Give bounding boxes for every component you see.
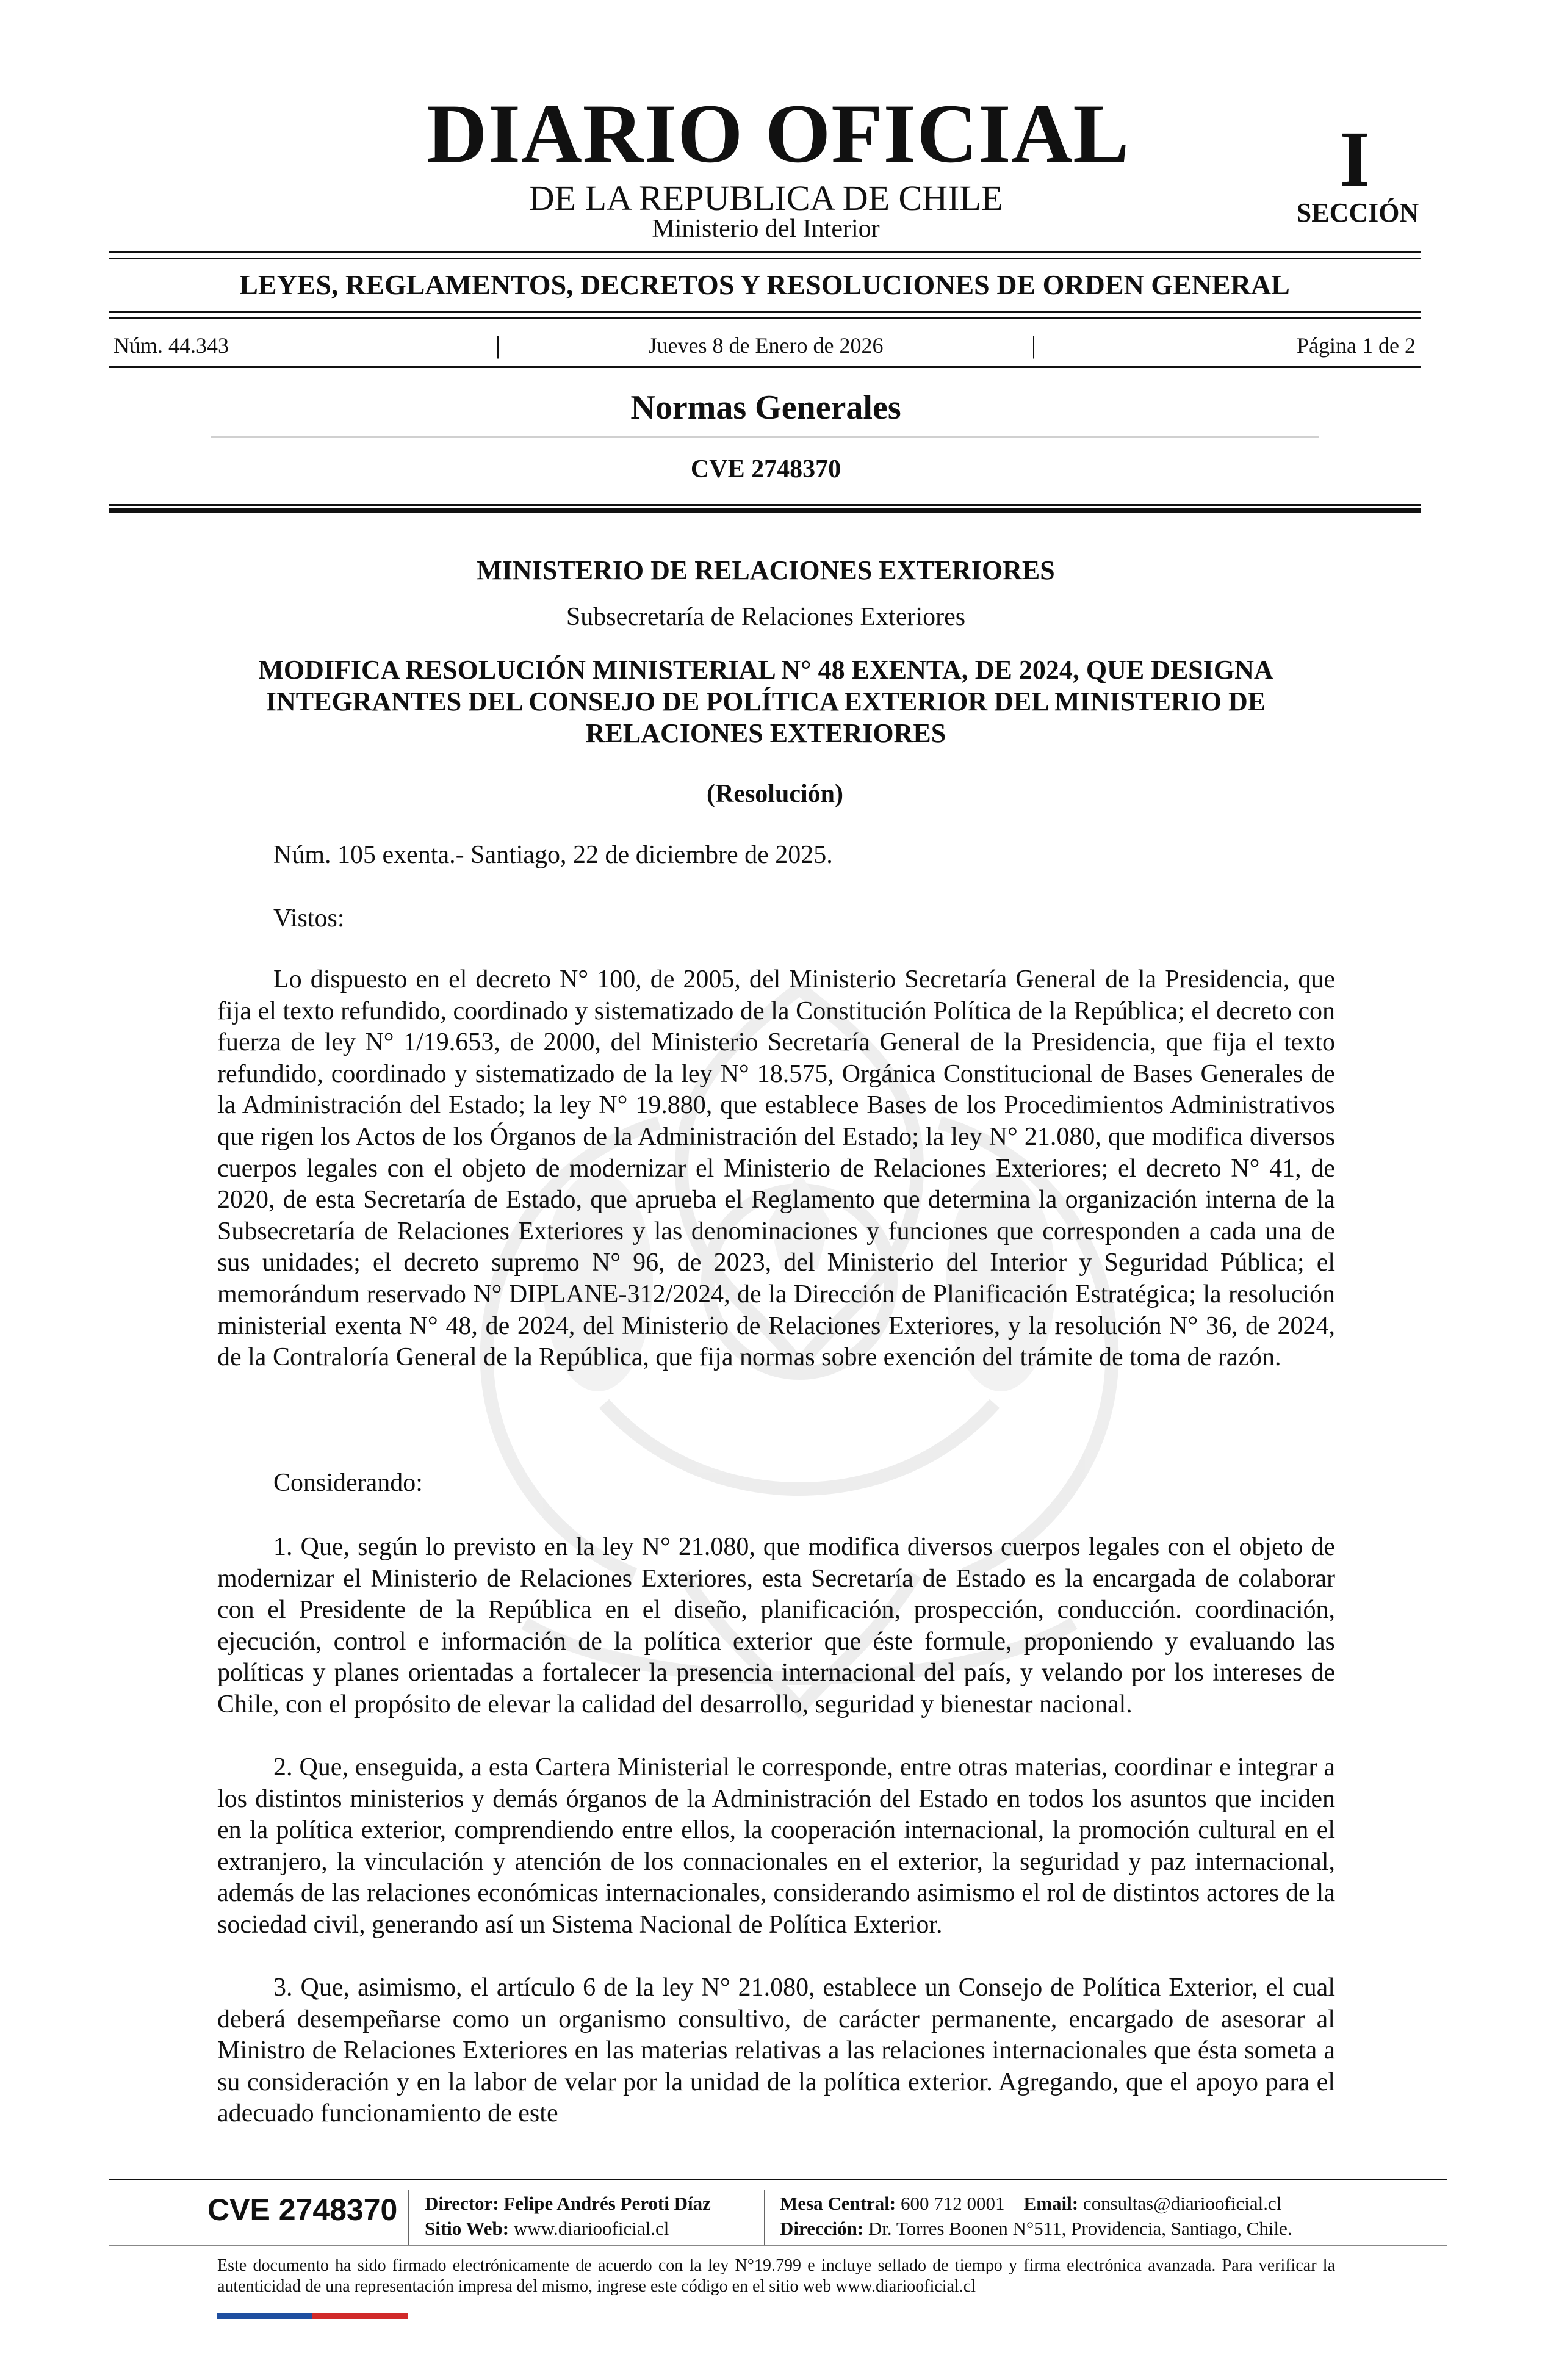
masthead-subtitle: DE LA REPUBLICA DE CHILE bbox=[528, 178, 1003, 218]
mesa-label: Mesa Central: bbox=[780, 2193, 896, 2214]
director-label: Director: bbox=[425, 2193, 499, 2214]
resolution-number-line: Núm. 105 exenta.- Santiago, 22 de diciembre de 2025. bbox=[273, 841, 833, 869]
address-text: Dr. Torres Boonen N°511, Providencia, Santiago, Chile. bbox=[868, 2218, 1292, 2239]
flag-stripe-red bbox=[312, 2313, 408, 2319]
section-label: SECCIÓN bbox=[1296, 198, 1419, 228]
meta-rule bbox=[109, 366, 1421, 368]
cve-rule-2 bbox=[109, 508, 1421, 513]
considerando-paragraph-3 bbox=[217, 1972, 1335, 2130]
email-link[interactable]: consultas@diariooficial.cl bbox=[1082, 2193, 1282, 2214]
flag-stripe-blue bbox=[217, 2313, 312, 2319]
footer-legal-note: Este documento ha sido firmado electrónicamente de acuerdo con la ley N°19.799 e incluye sellado de tiempo y firma electrónica avanzada. Para verificar la autenticidad de una representación impresa del mismo, ingrese este código en el sitio web www.diariooficial.cl bbox=[217, 2256, 1335, 2296]
footer-cve: CVE 2748370 bbox=[207, 2193, 398, 2227]
site-label: Sitio Web: bbox=[425, 2218, 510, 2239]
considerando-paragraph-2 bbox=[217, 1752, 1335, 1941]
header-rule-mid bbox=[109, 311, 1421, 313]
normas-heading: Normas Generales bbox=[630, 389, 901, 427]
category-title: LEYES, REGLAMENTOS, DECRETOS Y RESOLUCIONES DE ORDEN GENERAL bbox=[239, 269, 1290, 300]
issue-date: Jueves 8 de Enero de 2026 bbox=[648, 333, 884, 358]
considerando-text-1: 1. Que, según lo previsto en la ley N° 21.080, que modifica diversos cuerpos legales con el objeto de modernizar el Ministerio de Relaciones Exteriores, esta Secretaría de Estado es la encargada de colaborar con el Presidente de la República en el diseño, planificación, prospección, conducción. coordinación, ejecución, control e información de la política exterior que éste formule, proponiendo y evaluando las políticas y planes orientadas a fortalecer la presencia internacional del país, y velando por los intereses de Chile, con el propósito de elevar la calidad del desarrollo, seguridad y bienestar nacional. bbox=[217, 1533, 1335, 1718]
considerando-label: Considerando: bbox=[273, 1469, 423, 1497]
vistos-paragraph bbox=[217, 964, 1335, 1374]
page-indicator: Página 1 de 2 bbox=[1297, 333, 1416, 358]
meta-separator-2: | bbox=[1031, 331, 1037, 359]
site-link[interactable]: www.diariooficial.cl bbox=[513, 2218, 669, 2239]
email-label: Email: bbox=[1023, 2193, 1079, 2214]
footer-director-block bbox=[425, 2191, 711, 2241]
considerando-text-3: 3. Que, asimismo, el artículo 6 de la ley N° 21.080, establece un Consejo de Política Exterior, el cual deberá desempeñarse como un organismo consultivo, de carácter permanente, encargado de asesorar al Ministro de Relaciones Exteriores en las materias relativas a las relaciones internacionales que ésta someta a su consideración y en la labor de velar por la unidad de la política exterior. Agregando, que el apoyo para el adecuado funcionamiento de este bbox=[217, 1974, 1335, 2128]
footer-rule-top bbox=[109, 2179, 1447, 2180]
footer-divider-2 bbox=[764, 2190, 765, 2246]
director-name: Felipe Andrés Peroti Díaz bbox=[503, 2193, 711, 2214]
address-label: Dirección: bbox=[780, 2218, 864, 2239]
resolution-title: MODIFICA RESOLUCIÓN MINISTERIAL N° 48 EXENTA, DE 2024, QUE DESIGNA INTEGRANTES DEL CONSEJO DE POLÍTICA EXTERIOR DEL MINISTERIO DE RELACIONES EXTERIORES bbox=[258, 655, 1273, 748]
mesa-phone: 600 712 0001 bbox=[901, 2193, 1005, 2214]
footer-contact-block bbox=[780, 2191, 1292, 2241]
vistos-text: Lo dispuesto en el decreto N° 100, de 2005, del Ministerio Secretaría General de la Presidencia, que fija el texto refundido, coordinado y sistematizado de la Constitución Política de la República; el decreto con fuerza de ley N° 1/19.653, de 2000, del Ministerio Secretaría General de la Presidencia, que fija el texto refundido, coordinado y sistematizado de la ley N° 18.575, Orgánica Constitucional de Bases Generales de la Administración del Estado; la ley N° 19.880, que establece Bases de los Procedimientos Administrativos que rigen los Actos de los Órganos de la Administración del Estado; la ley N° 21.080, que modifica diversos cuerpos legales con el objeto de modernizar el Ministerio de Relaciones Exteriores; el decreto N° 41, de 2020, de esta Secretaría de Estado, que aprueba el Reglamento que determina la organización interna de la Subsecretaría de Relaciones Exteriores y las denominaciones y funciones que corresponden a cada una de sus unidades; el decreto supremo N° 96, de 2023, del Ministerio del Interior y Seguridad Pública; el memorándum reservado N° DIPLANE-312/2024, de la Dirección de Planificación Estratégica; la resolución ministerial exenta N° 48, de 2024, del Ministerio de Relaciones Exteriores, y la resolución N° 36, de 2024, de la Contraloría General de la República, que fija normas sobre exención del trámite de toma de razón. bbox=[217, 965, 1335, 1372]
cve-heading: CVE 2748370 bbox=[690, 455, 841, 483]
footer-divider-1 bbox=[408, 2190, 409, 2246]
considerando-paragraph-1 bbox=[217, 1532, 1335, 1721]
section-number: I bbox=[1339, 115, 1371, 203]
meta-separator-1: | bbox=[495, 331, 501, 359]
normas-divider bbox=[211, 436, 1319, 438]
header-rule-top-2 bbox=[109, 258, 1421, 259]
header-rule-top bbox=[109, 251, 1421, 253]
issue-number: Núm. 44.343 bbox=[113, 333, 229, 358]
masthead-ministry: Ministerio del Interior bbox=[652, 215, 880, 243]
cve-rule-1 bbox=[109, 504, 1421, 506]
considerando-text-2: 2. Que, enseguida, a esta Cartera Ministerial le corresponde, entre otras materias, coordinar e integrar a los distintos ministerios y demás órganos de la Administración del Estado en todos los asuntos que inciden en la política exterior, comprendiendo entre ellos, la cooperación internacional, la promoción cultural en el extranjero, la vinculación y atención de los connacionales en el exterior, la seguridad y paz internacional, además de las relaciones económicas internacionales, considerando asimismo el rol de distintos actores de la sociedad civil, generando así un Sistema Nacional de Política Exterior. bbox=[217, 1753, 1335, 1939]
ministry-heading: MINISTERIO DE RELACIONES EXTERIORES bbox=[477, 555, 1055, 585]
subsecretaria: Subsecretaría de Relaciones Exteriores bbox=[566, 603, 966, 631]
vistos-label: Vistos: bbox=[273, 904, 345, 932]
header-rule-mid-2 bbox=[109, 317, 1421, 319]
masthead-title: DIARIO OFICIAL bbox=[426, 87, 1130, 180]
footer-rule-mid bbox=[109, 2245, 1447, 2246]
resolution-kind: (Resolución) bbox=[707, 780, 843, 808]
